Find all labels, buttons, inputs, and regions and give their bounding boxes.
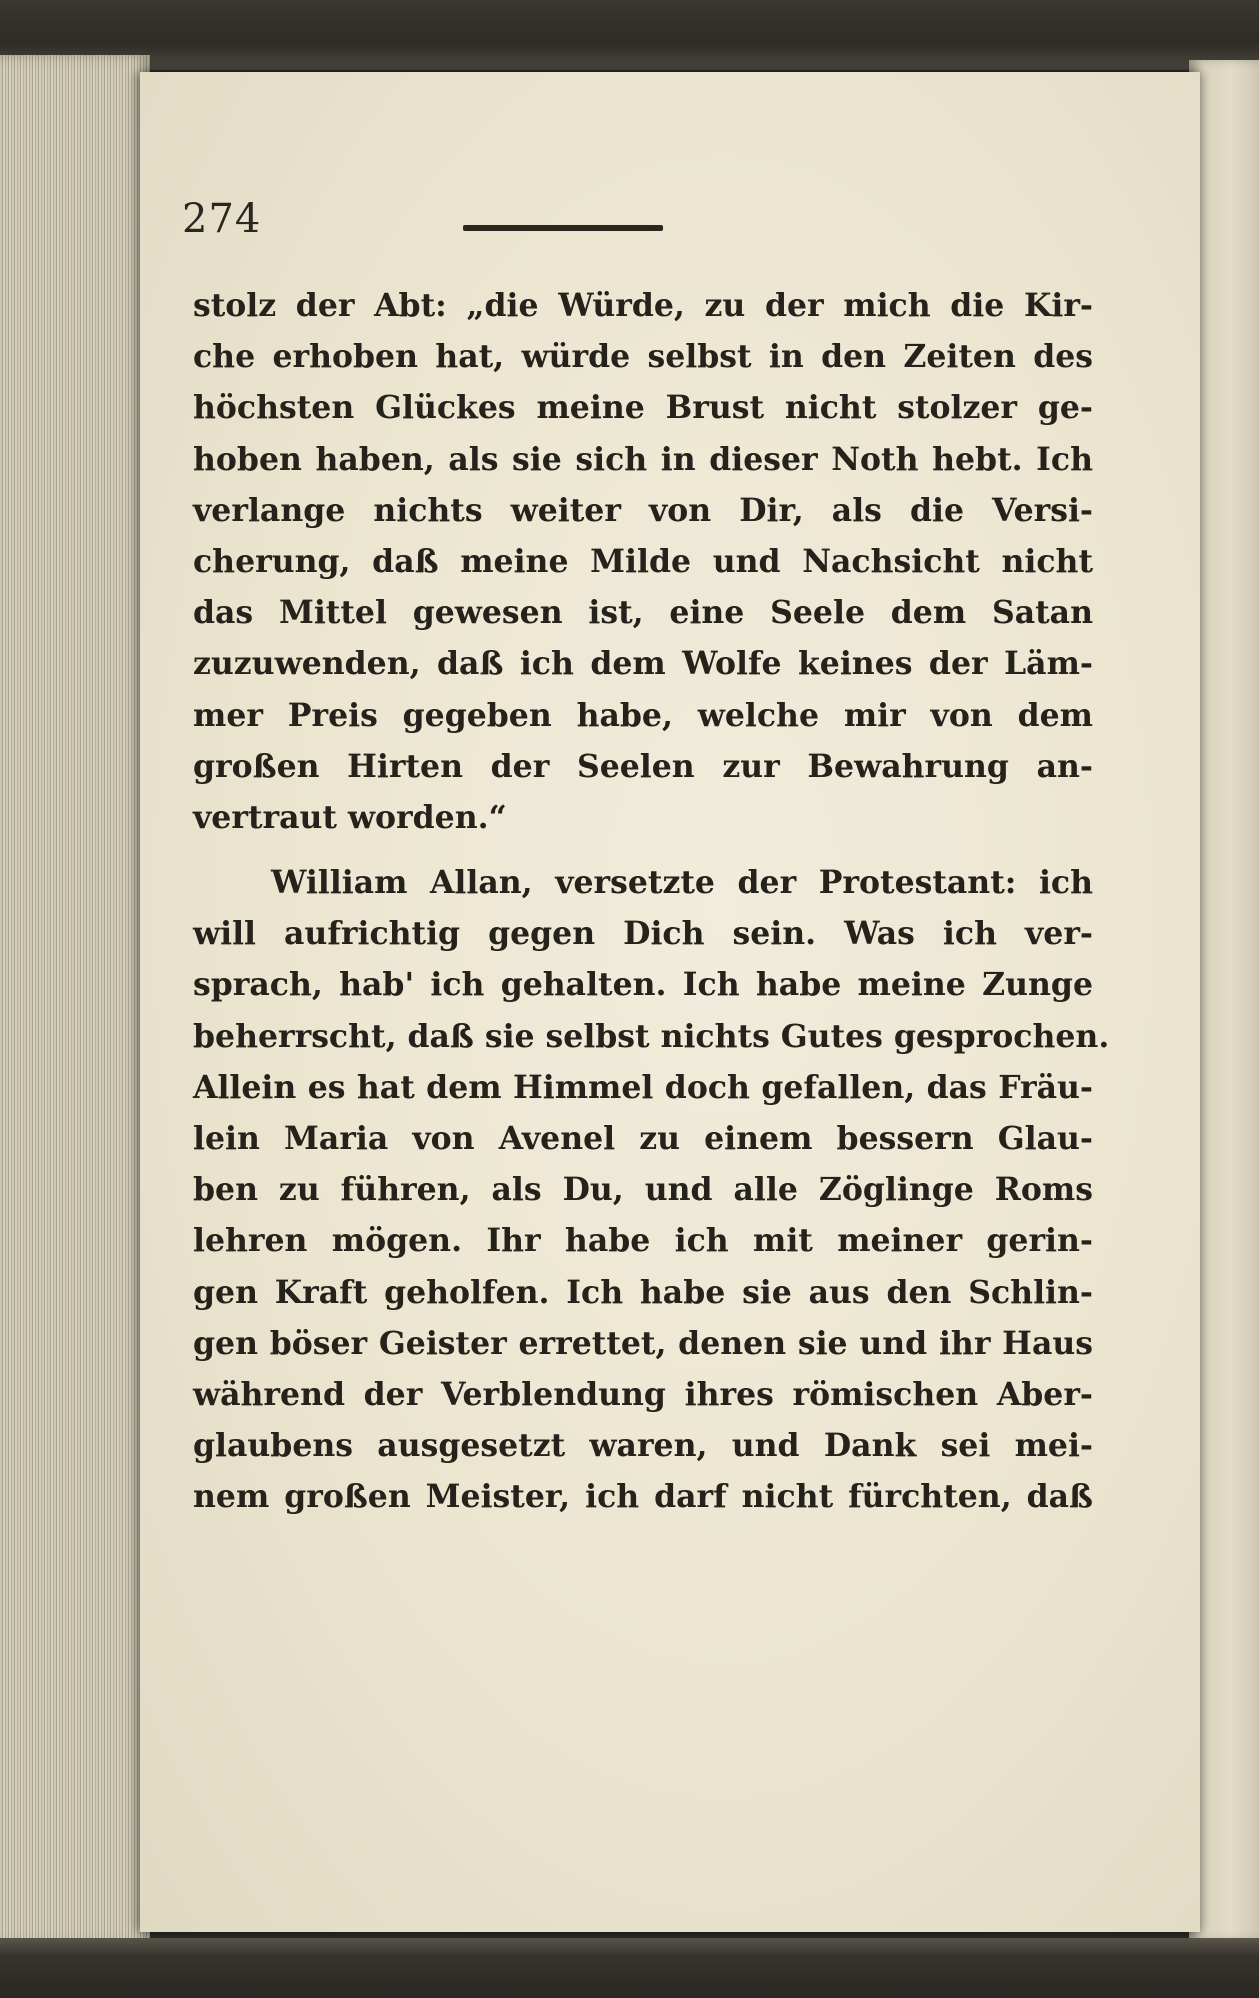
header-rule [463,225,663,231]
text-line: will aufrichtig gegen Dich sein. Was ich ver- [193,915,1093,953]
text-line: glaubens ausgesetzt waren, und Dank sei mei- [193,1427,1093,1465]
paragraph-gap [193,843,1093,857]
text-line: Allein es hat dem Himmel doch gefallen, das Fräu- [193,1068,1093,1106]
text-line: William Allan, versetzte der Protestant: ich [271,864,1093,902]
page-edges-left [0,55,150,1945]
text-line: ben zu führen, als Du, und alle Zöglinge Roms [193,1171,1093,1209]
text-line: zuzuwenden, daß ich dem Wolfe keines der Läm- [193,645,1093,683]
text-line: sprach, hab' ich gehalten. Ich habe meine Zunge [193,966,1093,1004]
text-line: lehren mögen. Ihr habe ich mit meiner gerin- [193,1222,1093,1260]
text-line: lein Maria von Avenel zu einem bessern Glau- [193,1120,1093,1157]
text-line: stolz der Abt: „die Würde, zu der mich die Kir- [193,287,1093,324]
book-cover-bottom [0,1938,1259,1998]
text-line: vertraut worden.“ [193,798,507,836]
paragraph-1 [193,280,1093,843]
text-line: gen böser Geister errettet, denen sie und ihr Haus [193,1324,1093,1362]
text-line: gen Kraft geholfen. Ich habe sie aus den Schlin- [193,1273,1093,1311]
text-line: verlange nichts weiter von Dir, als die Versi- [193,491,1093,529]
text-line: cherung, daß meine Milde und Nachsicht nicht [193,542,1093,580]
text-line: nem großen Meister, ich darf nicht fürchten, daß [193,1478,1093,1516]
book-cover-top [0,0,1259,70]
page-text [193,280,1110,1523]
text-line: che erhoben hat, würde selbst in den Zeiten des [193,338,1093,376]
text-line: großen Hirten der Seelen zur Bewahrung an- [193,747,1093,785]
text-line: das Mittel gewesen ist, eine Seele dem Satan [193,594,1093,632]
text-line: während der Verblendung ihres römischen Aber- [193,1375,1093,1413]
text-line: hoben haben, als sie sich in dieser Noth hebt. Ich [193,440,1093,478]
text-line: mer Preis gegeben habe, welche mir von dem [193,696,1093,734]
text-line: beherrscht, daß sie selbst nichts Gutes gesprochen. [193,1017,1110,1055]
paragraph-2 [193,857,1110,1522]
page-number: 274 [182,196,262,242]
text-line: höchsten Glückes meine Brust nicht stolzer ge- [193,389,1093,427]
